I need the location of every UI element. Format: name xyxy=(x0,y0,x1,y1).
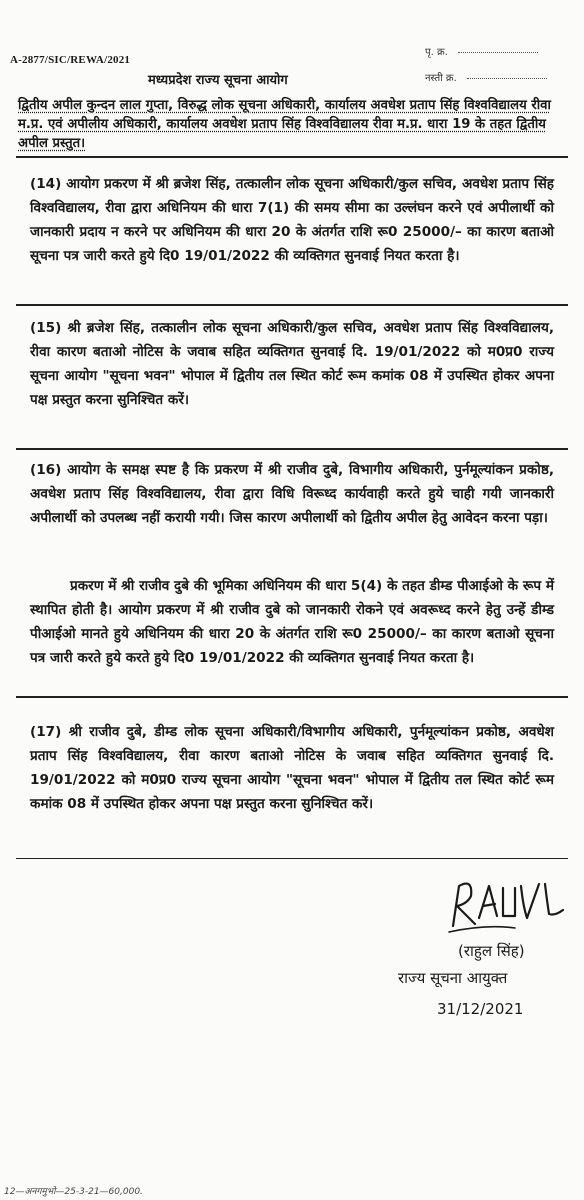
case-reference-number: A-2877/SIC/REWA/2021 xyxy=(10,54,131,66)
print-footer: 12—अनगमुभो—25-3-21—60,000. xyxy=(4,1187,143,1197)
signatory-title: राज्य सूचना आयुक्त xyxy=(398,969,508,987)
page-number-label: पृ. क्र. xyxy=(425,47,448,58)
divider xyxy=(16,696,568,698)
paragraph-17: (17) श्री राजीव दुबे, डीम्ड लोक सूचना अधिकारी/विभागीय अधिकारी, पुर्नमूल्यांकन प्रकोष्ठ, अवधेश प्रताप सिंह विश्वविद्यालय, रीवा कारण बताओ नोटिस के जवाब सहित व्यक्तिगत सुनवाई दि. 19/01/2022 को म0प्र0 राज्य सूचना आयोग "सूचना भवन" भोपाल में द्वितीय तल स्थित कोर्ट रूम कमांक 08 में उपस्थित होकर अपना पक्ष प्रस्तुत करना सुनिश्चित करें। xyxy=(30,724,554,812)
divider-bottom xyxy=(16,858,568,859)
file-number-label: नस्ती क्र. xyxy=(425,73,457,84)
paragraph-16: (16) आयोग के समक्ष स्पष्ट है कि प्रकरण में श्री राजीव दुबे, विभागीय अधिकारी, पुर्नमूल्यांकन प्रकोष्ठ, अवधेश प्रताप सिंह विश्वविद्यालय, रीवा द्वारा विधि विरूध्द कार्यवाही करते हुये चाही गयी जानकारी अपीलार्थी को उपलब्ध नहीं करायी गयी। जिस कारण अपीलार्थी को द्वितीय अपील हेतु आवेदन करना पड़ा। xyxy=(30,462,554,526)
paragraph-14: (14) आयोग प्रकरण में श्री ब्रजेश सिंह, तत्कालीन लोक सूचना अधिकारी/कुल सचिव, अवधेश प्रताप सिंह विश्वविद्यालय, रीवा द्वारा अधिनियम की धारा 7(1) की समय सीमा का उल्लंघन करने एवं अपीलार्थी को जानकारी प्रदाय न करने पर अधिनियम की धारा 20 के अंतर्गत राशि रू0 25000/– का कारण बताओ सूचना पत्र जारी करते हुये दि0 19/01/2022 की व्यक्तिगत सुनवाई नियत करता है। xyxy=(30,176,554,264)
subject-line xyxy=(18,96,563,153)
divider xyxy=(16,448,568,450)
page-number-field xyxy=(425,44,538,58)
paragraph-15: (15) श्री ब्रजेश सिंह, तत्कालीन लोक सूचना अधिकारी/कुल सचिव, अवधेश प्रताप सिंह विश्वविद्यालय, रीवा कारण बताओ नोटिस के जवाब सहित व्यक्तिगत सुनवाई दि. 19/01/2022 को म0प्र0 राज्य सूचना आयोग "सूचना भवन" भोपाल में द्वितीय तल स्थित कोर्ट रूम कमांक 08 में उपस्थित होकर अपना पक्ष प्रस्तुत करना सुनिश्चित करें। xyxy=(30,320,554,408)
file-number-field xyxy=(425,70,547,84)
divider-top xyxy=(16,156,568,158)
paragraph-16-continued: प्रकरण में श्री राजीव दुबे की भूमिका अधिनियम की धारा 5(4) के तहत डीम्ड पीआईओ के रूप में स्थापित होती है। आयोग प्रकरण में श्री राजीव दुबे को जानकारी रोकने एवं अवरूध्द करने हेतु उन्हें डीम्ड पीआईओ मानते हुये अधिनियम की धारा 20 के अंतर्गत राशि रू0 25000/– का कारण बताओ सूचना पत्र जारी करते हुये करते हुये दि0 19/01/2022 की व्यक्तिगत सुनवाई नियत करता है। xyxy=(30,578,554,666)
organization-title: मध्यप्रदेश राज्य सूचना आयोग xyxy=(148,73,288,88)
subject-text: द्वितीय अपील कुन्दन लाल गुप्ता, विरुद्ध लोक सूचना अधिकारी, कार्यालय अवधेश प्रताप सिंह विश्वविद्यालय रीवा म.प्र. एवं अपीलीय अधिकारी, कार्यालय अवधेश प्रताप सिंह विश्वविद्यालय रीवा म.प्र. धारा 19 के तहत द्वितीय अपील प्रस्तुत। xyxy=(18,98,551,151)
handwritten-signature xyxy=(445,866,565,936)
signature-date: 31/12/2021 xyxy=(437,1000,524,1018)
signatory-name: (राहुल सिंह) xyxy=(458,942,525,960)
divider xyxy=(16,304,568,306)
